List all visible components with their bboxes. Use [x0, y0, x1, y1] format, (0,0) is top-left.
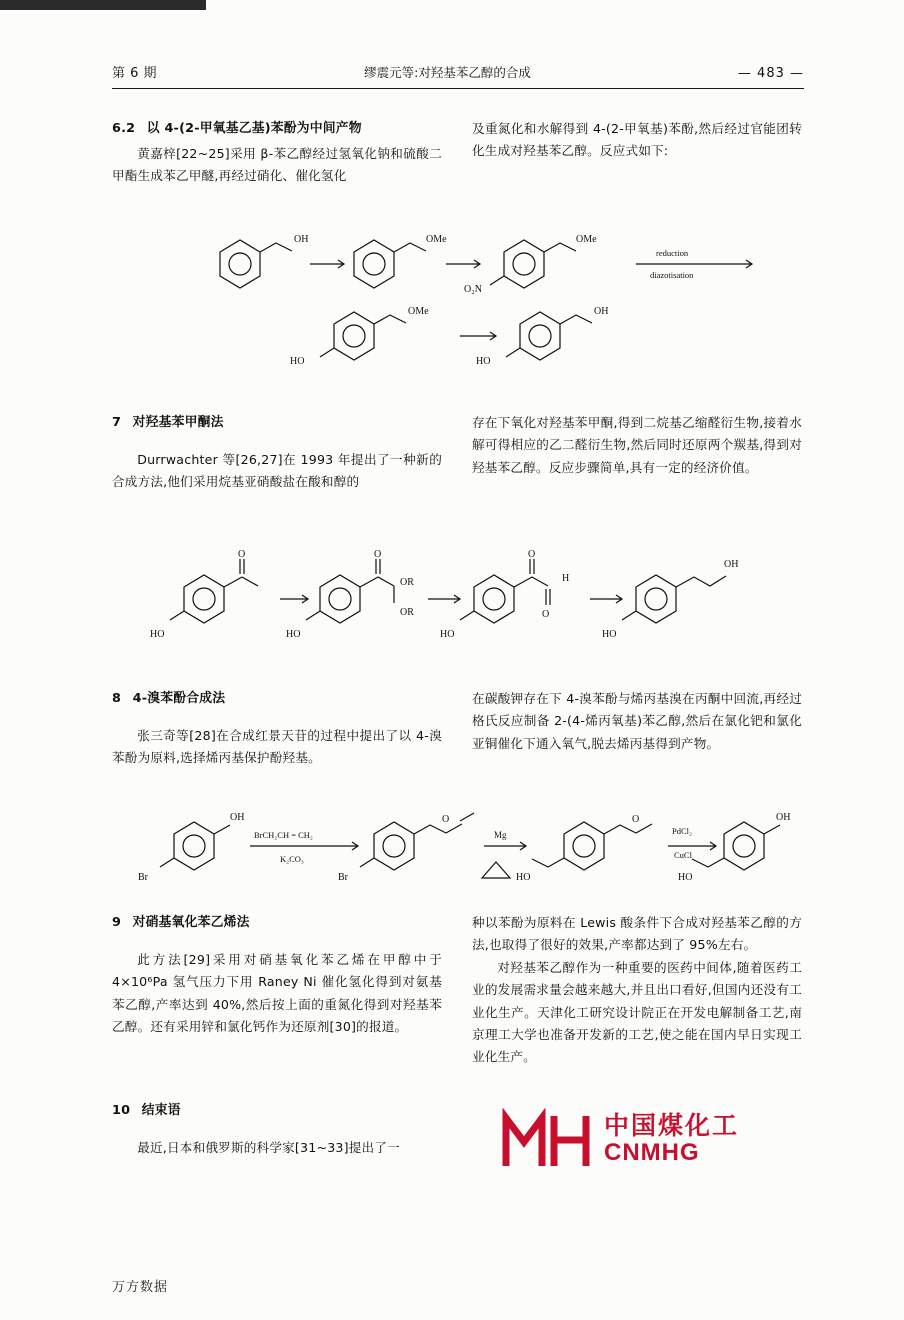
section-6-2-paragraph: 黄嘉梓[22~25]采用 β-苯乙醇经过氢氧化钠和硫酸二甲酯生成苯乙甲醚,再经过硝化、催化氢化 [112, 145, 442, 184]
section-8-right-paragraph: 在碳酸钾存在下 4-溴苯酚与烯丙基溴在丙酮中回流,再经过格氏反应制备 2-(4-烯丙氧基)苯乙醇,然后在氯化钯和氯化亚铜催化下通入氧气,脱去烯丙基得到产物。 [472, 691, 802, 751]
scheme2-label-or-1: OR [400, 577, 414, 588]
logo-english: CNMHG [604, 1138, 700, 1166]
scheme2-label-ho-4: HO [602, 629, 617, 640]
issue-label: 第 6 期 [112, 66, 158, 81]
publisher-logo [498, 1108, 739, 1170]
section-10-title: 结束语 [141, 1103, 181, 1118]
scheme1-label-ho-1: HO [290, 356, 305, 367]
scheme1-label-no2: O₂N [464, 284, 482, 295]
section-8-paragraph: 张三奇等[28]在合成红景天苷的过程中提出了以 4-溴苯酚为原料,选择烯丙基保护酚羟基。 [112, 727, 442, 766]
scheme3-label-ho-2: HO [678, 872, 693, 883]
section-7-continued [472, 412, 802, 479]
section-10 [112, 1100, 442, 1159]
mh-logo-mark [498, 1108, 594, 1170]
section-8-heading [112, 688, 442, 711]
section-7-title: 对羟基苯甲酮法 [132, 415, 224, 430]
scheme3-label-allyl-bromide: BrCH₂CH = CH₂ [254, 830, 313, 840]
scheme1-label-reduction: reduction [656, 248, 689, 258]
scheme1-label-diazotisation: diazotisation [650, 270, 694, 280]
scheme1-label-oh: OH [294, 234, 309, 245]
running-title: 缪震元等:对羟基苯乙醇的合成 [364, 65, 531, 80]
section-9-paragraph: 此方法[29]采用对硝基氧化苯乙烯在甲醇中于 4×10⁶Pa 氢气压力下用 Raney Ni 催化氢化得到对氨基苯乙醇,产率达到 40%,然后按上面的重氮化得到对羟基苯乙醇。还有采用锌和氯化钙作为还原剂[30]的报道。 [112, 951, 442, 1034]
scheme3-label-o-1: O [442, 814, 450, 825]
scheme2-label-h: H [562, 573, 570, 584]
section-9-right-paragraph-a: 种以苯酚为原料在 Lewis 酸条件下合成对羟基苯乙醇的方法,也取得了很好的效果,产率都达到了 95%左右。 [472, 915, 802, 953]
section-7-number: 7 [112, 415, 122, 430]
reaction-scheme-1 [112, 212, 804, 382]
section-8-title: 4-溴苯酚合成法 [132, 691, 226, 706]
section-10-heading [112, 1100, 442, 1123]
section-6-2-number: 6.2 [112, 121, 136, 136]
scheme2-label-ho-2: HO [286, 629, 301, 640]
section-9-title: 对硝基氧化苯乙烯法 [132, 915, 250, 930]
scheme2-label-ho-3: HO [440, 629, 455, 640]
section-7 [112, 412, 442, 494]
section-7-right-paragraph: 存在下氧化对羟基苯甲酮,得到二烷基乙缩醛衍生物,接着水解可得相应的乙二醛衍生物,然后同时还原两个羰基,得到对羟基苯乙醇。反应步骤简单,具有一定的经济价值。 [472, 415, 802, 475]
scheme2-label-oh: OH [724, 559, 739, 570]
scheme2-label-o-2: O [374, 549, 382, 560]
scheme2-label-o-1: O [238, 549, 246, 560]
scheme3-label-oh-1: OH [230, 812, 245, 823]
scheme3-label-oh-2: OH [776, 812, 791, 823]
section-9-continued [472, 912, 802, 1069]
footer-watermark: 万方数据 [112, 1280, 169, 1295]
scheme1-label-oh-2: OH [594, 306, 609, 317]
page-header [112, 62, 804, 81]
section-7-heading [112, 412, 442, 435]
section-6-2-continued [472, 118, 802, 163]
scheme2-label-ho-1: HO [150, 629, 165, 640]
scheme3-label-br-1: Br [138, 872, 148, 883]
scheme1-label-ome-2: OMe [576, 234, 597, 245]
scan-artifact [0, 0, 206, 10]
logo-text [604, 1113, 739, 1164]
scheme3-label-br-2: Br [338, 872, 348, 883]
section-10-number: 10 [112, 1103, 131, 1118]
section-6-2-heading [112, 118, 442, 141]
section-6-2-right-paragraph: 及重氮化和水解得到 4-(2-甲氧基)苯酚,然后经过官能团转化生成对羟基苯乙醇。反应式如下: [472, 121, 802, 159]
scheme-3-svg [112, 800, 804, 910]
section-6-2 [112, 118, 442, 188]
scheme3-label-o-2: O [632, 814, 640, 825]
scheme3-label-pdcl2: PdCl₂ [672, 826, 692, 836]
section-8-continued [472, 688, 802, 755]
section-9-heading [112, 912, 442, 935]
scheme-1-svg [112, 212, 804, 382]
scheme-2-svg [112, 545, 804, 655]
section-9 [112, 912, 442, 1038]
section-8-number: 8 [112, 691, 122, 706]
section-8 [112, 688, 442, 770]
scheme3-label-k2co3: K₂CO₃ [280, 854, 304, 864]
scheme1-label-ho-2: HO [476, 356, 491, 367]
scheme2-label-o-3: O [528, 549, 536, 560]
section-10-paragraph: 最近,日本和俄罗斯的科学家[31~33]提出了一 [137, 1139, 400, 1155]
scheme2-label-o-4: O [542, 609, 550, 620]
logo-chinese: 中国煤化工 [604, 1111, 740, 1141]
section-7-paragraph: Durrwachter 等[26,27]在 1993 年提出了一种新的合成方法,他们采用烷基亚硝酸盐在酸和醇的 [112, 451, 442, 490]
scheme2-label-or-2: OR [400, 607, 414, 618]
scheme1-label-ome-3: OMe [408, 306, 429, 317]
section-9-number: 9 [112, 915, 122, 930]
scheme1-label-ome-1: OMe [426, 234, 447, 245]
scheme3-label-mg: Mg [494, 830, 507, 840]
scheme3-label-ho-1: HO [516, 872, 531, 883]
page-number: — 483 — [737, 66, 804, 81]
section-9-right-paragraph-b: 对羟基苯乙醇作为一种重要的医药中间体,随着医药工业的发展需求量会越来越大,并且出口看好,但国内还没有工业化生产。天津化工研究设计院正在开发电解制备工艺,南京理工大学也准备开发新的工艺,使之能在国内早日实现工业化生产。 [472, 959, 802, 1065]
section-6-2-title: 以 4-(2-甲氧基乙基)苯酚为中间产物 [146, 121, 362, 136]
reaction-scheme-3 [112, 800, 804, 910]
reaction-scheme-2 [112, 545, 804, 655]
scheme3-label-cucl: CuCl [674, 850, 692, 860]
header-rule [112, 88, 804, 89]
